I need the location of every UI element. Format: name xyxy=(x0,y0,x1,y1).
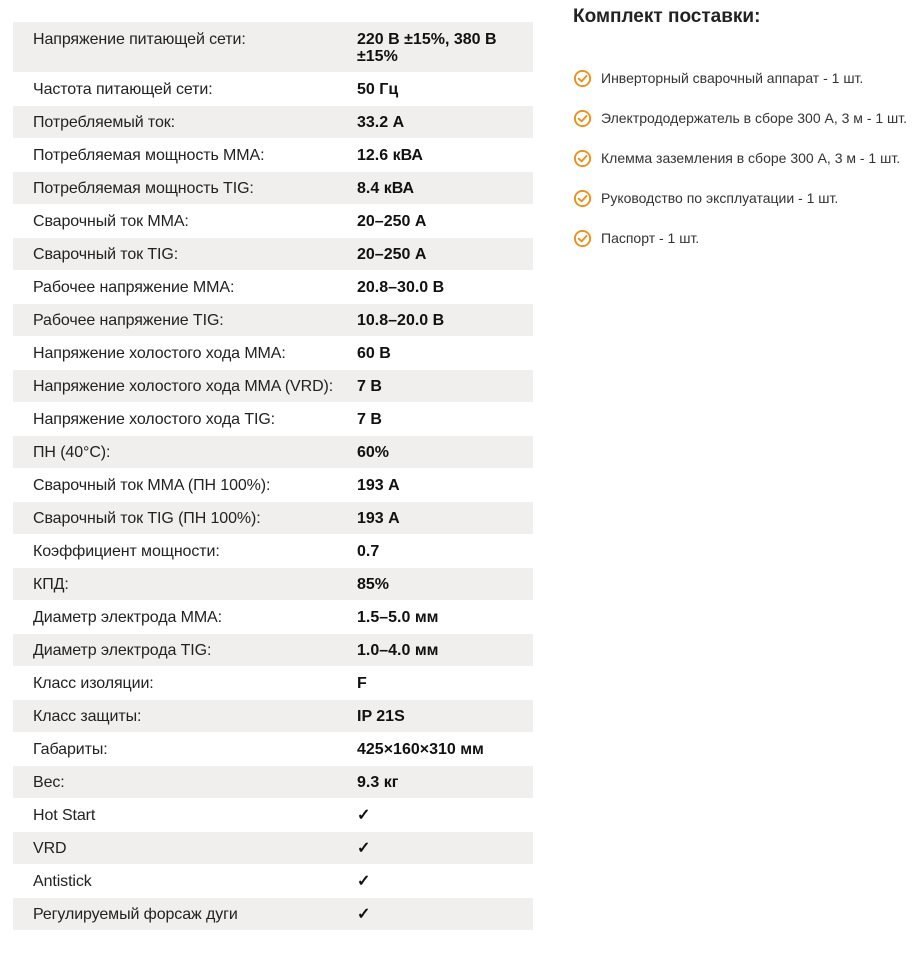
spec-row xyxy=(13,172,533,205)
spec-row xyxy=(13,799,533,832)
spec-row xyxy=(13,370,533,403)
check-circle-icon xyxy=(573,109,592,128)
spec-name: Antistick xyxy=(33,873,92,890)
kit-item-label: Клемма заземления в сборе 300 А, 3 м - 1 шт. xyxy=(601,150,901,166)
spec-name: Коэффициент мощности: xyxy=(33,543,220,560)
spec-row xyxy=(13,634,533,667)
spec-row xyxy=(13,535,533,568)
spec-row xyxy=(13,469,533,502)
spec-name: Диаметр электрода TIG: xyxy=(33,642,212,659)
spec-name: ПН (40°С): xyxy=(33,444,111,461)
spec-name: Рабочее напряжение MMA: xyxy=(33,279,235,296)
check-circle-icon xyxy=(573,189,592,208)
spec-value: ✓ xyxy=(357,840,371,857)
spec-row xyxy=(13,271,533,304)
spec-row xyxy=(13,601,533,634)
spec-row xyxy=(13,205,533,238)
spec-name: Сварочный ток TIG (ПН 100%): xyxy=(33,510,261,527)
spec-name: Класс изоляции: xyxy=(33,675,154,692)
kit-item-label: Паспорт - 1 шт. xyxy=(601,230,700,246)
spec-value: 33.2 А xyxy=(357,114,405,131)
spec-row xyxy=(13,73,533,106)
spec-row xyxy=(13,436,533,469)
spec-name: Габариты: xyxy=(33,741,108,758)
spec-row xyxy=(13,304,533,337)
kit-title: Комплект поставки: xyxy=(573,6,761,27)
spec-value: 193 А xyxy=(357,477,400,494)
spec-name: Напряжение холостого хода MMA: xyxy=(33,345,286,362)
spec-name: Класс защиты: xyxy=(33,708,142,725)
spec-name: Напряжение холостого хода TIG: xyxy=(33,411,276,428)
spec-name: Потребляемый ток: xyxy=(33,114,176,131)
spec-name: Диаметр электрода MMA: xyxy=(33,609,222,626)
spec-row xyxy=(13,667,533,700)
spec-value: 425×160×310 мм xyxy=(357,741,484,758)
spec-value: 9.3 кг xyxy=(357,774,399,791)
spec-value: F xyxy=(357,675,367,692)
spec-row xyxy=(13,502,533,535)
spec-value: 20.8–30.0 В xyxy=(357,279,445,296)
spec-row xyxy=(13,865,533,898)
spec-row xyxy=(13,766,533,799)
spec-row xyxy=(13,898,533,931)
spec-value: ✓ xyxy=(357,807,371,824)
spec-value: 193 А xyxy=(357,510,400,527)
spec-value: 7 В xyxy=(357,411,382,428)
spec-name: Рабочее напряжение TIG: xyxy=(33,312,224,329)
spec-name: Потребляемая мощность TIG: xyxy=(33,180,254,197)
spec-value: 7 В xyxy=(357,378,382,395)
kit-list xyxy=(573,58,913,258)
spec-name: Сварочный ток MMA: xyxy=(33,213,189,230)
spec-value: 220 В ±15%, 380 В ±15% xyxy=(357,31,497,65)
spec-row xyxy=(13,733,533,766)
spec-row xyxy=(13,238,533,271)
spec-name: Регулируемый форсаж дуги xyxy=(33,906,238,923)
spec-row xyxy=(13,700,533,733)
spec-name: VRD xyxy=(33,840,67,857)
check-circle-icon xyxy=(573,149,592,168)
spec-value: 50 Гц xyxy=(357,81,399,98)
spec-value: 0.7 xyxy=(357,543,380,560)
spec-name: Потребляемая мощность MMA: xyxy=(33,147,265,164)
spec-value: 10.8–20.0 В xyxy=(357,312,445,329)
kit-item xyxy=(573,178,913,218)
spec-name: Hot Start xyxy=(33,807,96,824)
spec-value: 85% xyxy=(357,576,390,593)
spec-row xyxy=(13,337,533,370)
spec-value: 8.4 кВА xyxy=(357,180,415,197)
kit-item-label: Руководство по эксплуатации - 1 шт. xyxy=(601,190,839,206)
spec-row xyxy=(13,403,533,436)
check-circle-icon xyxy=(573,229,592,248)
spec-name: Вес: xyxy=(33,774,65,791)
spec-row xyxy=(13,22,533,73)
spec-name: Напряжение питающей сети: xyxy=(33,31,246,48)
spec-row xyxy=(13,832,533,865)
kit-item xyxy=(573,138,913,178)
kit-item xyxy=(573,98,913,138)
spec-name: Сварочный ток TIG: xyxy=(33,246,179,263)
spec-value: 20–250 А xyxy=(357,246,427,263)
spec-value: 20–250 А xyxy=(357,213,427,230)
kit-item xyxy=(573,218,913,258)
spec-row xyxy=(13,139,533,172)
check-circle-icon xyxy=(573,69,592,88)
spec-name: Сварочный ток MMA (ПН 100%): xyxy=(33,477,271,494)
specs-table xyxy=(13,22,533,931)
spec-row xyxy=(13,568,533,601)
spec-name: Напряжение холостого хода MMA (VRD): xyxy=(33,378,334,395)
spec-value: IP 21S xyxy=(357,708,405,725)
kit-item xyxy=(573,58,913,98)
spec-value: 60% xyxy=(357,444,390,461)
spec-value: 12.6 кВА xyxy=(357,147,423,164)
spec-value: 1.5–5.0 мм xyxy=(357,609,439,626)
spec-row xyxy=(13,106,533,139)
kit-item-label: Инверторный сварочный аппарат - 1 шт. xyxy=(601,70,864,86)
spec-name: КПД: xyxy=(33,576,69,593)
spec-name: Частота питающей сети: xyxy=(33,81,213,98)
spec-value: 60 В xyxy=(357,345,391,362)
spec-value: ✓ xyxy=(357,906,371,923)
kit-item-label: Электрододержатель в сборе 300 А, 3 м - 1 шт. xyxy=(601,110,908,126)
spec-value: 1.0–4.0 мм xyxy=(357,642,439,659)
spec-value: ✓ xyxy=(357,873,371,890)
